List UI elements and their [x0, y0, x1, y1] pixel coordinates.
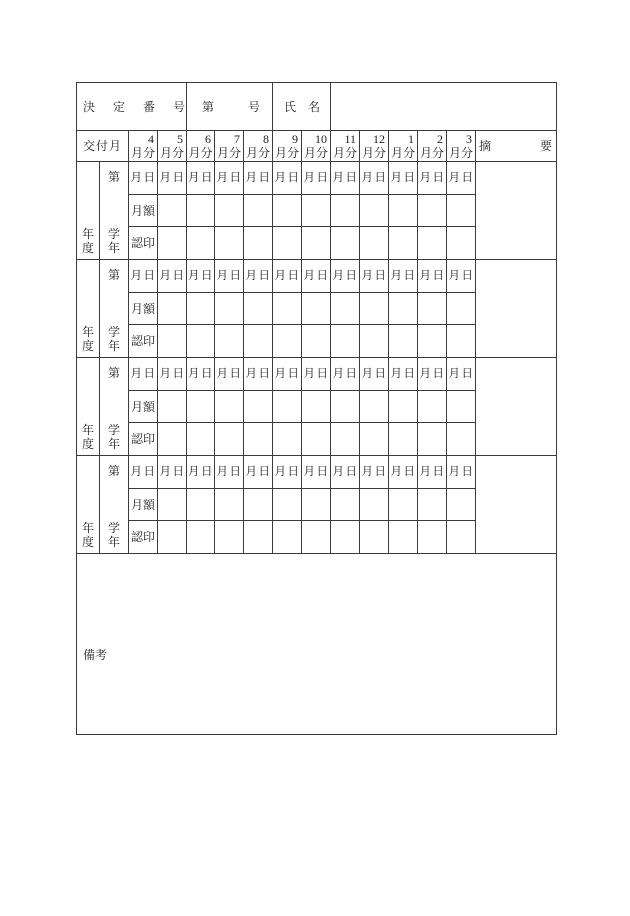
- fiscal-year-cell: [77, 260, 100, 358]
- date-cell: 月日: [244, 456, 273, 489]
- month-header-cell: [129, 131, 158, 162]
- date-cell: 月日: [215, 260, 244, 293]
- date-cell: 月日: [215, 162, 244, 195]
- date-cell: 月日: [447, 162, 476, 195]
- month-header-cell: [158, 131, 187, 162]
- seal-cell: [447, 521, 476, 554]
- seal-cell: [244, 423, 273, 456]
- year-block-date-row: [77, 358, 557, 391]
- month-unit: 月分: [362, 145, 387, 160]
- grade-stack: [100, 262, 128, 356]
- monthly-amount-cell: [273, 391, 302, 423]
- seal-cell: [418, 423, 447, 456]
- date-cell: 月日: [302, 358, 331, 391]
- seal-cell: [331, 423, 360, 456]
- date-cell: 月日: [187, 358, 215, 391]
- month-unit: 月分: [188, 145, 213, 160]
- decision-number-suffix: 号: [248, 99, 261, 114]
- date-cell: 月日: [244, 162, 273, 195]
- monthly-amount-cell: [447, 195, 476, 227]
- seal-cell: [273, 227, 302, 260]
- monthly-amount-cell: [244, 293, 273, 325]
- date-cell: 月日: [187, 260, 215, 293]
- grade-cell: [100, 358, 129, 456]
- year-block-date-row: [77, 456, 557, 489]
- grade-ordinal-label: 第: [107, 169, 121, 184]
- seal-cell: [302, 521, 331, 554]
- month-number: 12: [373, 131, 386, 146]
- fiscal-year-label: 年度: [82, 226, 95, 255]
- date-cell: 月日: [215, 358, 244, 391]
- monthly-amount-cell: [418, 195, 447, 227]
- date-cell: 月日: [187, 162, 215, 195]
- monthly-amount-cell: [187, 293, 215, 325]
- date-cell: 月日: [273, 358, 302, 391]
- grade-label: 学年: [108, 226, 121, 255]
- seal-cell: [331, 227, 360, 260]
- month-header-cell: [302, 131, 331, 162]
- seal-cell: [302, 227, 331, 260]
- monthly-amount-cell: [244, 195, 273, 227]
- month-number: 8: [263, 131, 270, 146]
- issue-month-label: 交付月: [83, 139, 123, 153]
- seal-cell: [360, 325, 389, 358]
- fiscal-year-label: 年度: [82, 422, 95, 451]
- month-unit: 月分: [420, 145, 445, 160]
- date-cell: 月日: [389, 162, 418, 195]
- seal-cell: [331, 325, 360, 358]
- monthly-amount-label: 月額: [129, 489, 158, 521]
- monthly-amount-cell: [302, 391, 331, 423]
- monthly-amount-cell: [360, 195, 389, 227]
- issue-month-label-cell: [77, 131, 129, 162]
- month-unit: 月分: [160, 145, 185, 160]
- date-cell: 月日: [158, 260, 187, 293]
- seal-label: 認印: [129, 521, 158, 554]
- date-cell: 月日: [418, 456, 447, 489]
- grade-ordinal-label: 第: [107, 365, 121, 380]
- date-cell: 月日: [331, 260, 360, 293]
- fiscal-year-stack: [77, 458, 99, 552]
- allowance-record-form: [76, 82, 602, 735]
- seal-cell: [302, 423, 331, 456]
- seal-cell: [418, 521, 447, 554]
- date-cell: 月日: [158, 162, 187, 195]
- date-cell: 月日: [389, 358, 418, 391]
- fiscal-year-label: 年度: [82, 324, 95, 353]
- month-header-cell: [187, 131, 215, 162]
- decision-number-prefix: 第: [202, 99, 215, 114]
- date-cell: 月日: [273, 162, 302, 195]
- date-cell: 月日: [158, 456, 187, 489]
- date-cell: 月日: [129, 358, 158, 391]
- seal-cell: [273, 423, 302, 456]
- month-number: 1: [408, 131, 415, 146]
- monthly-amount-cell: [215, 293, 244, 325]
- monthly-amount-cell: [187, 391, 215, 423]
- seal-cell: [389, 227, 418, 260]
- seal-cell: [331, 521, 360, 554]
- seal-cell: [215, 325, 244, 358]
- date-cell: 月日: [360, 358, 389, 391]
- month-unit: 月分: [275, 145, 300, 160]
- seal-label: 認印: [129, 325, 158, 358]
- seal-cell: [244, 325, 273, 358]
- fiscal-year-stack: [77, 164, 99, 258]
- month-header-row: [77, 131, 557, 162]
- grade-stack: [100, 458, 128, 552]
- name-label: 氏名: [284, 99, 333, 114]
- grade-label: 学年: [108, 520, 121, 549]
- decision-number-label: 決定番号: [83, 99, 204, 114]
- seal-cell: [187, 423, 215, 456]
- remarks-row: [77, 554, 557, 735]
- monthly-amount-cell: [302, 195, 331, 227]
- monthly-amount-cell: [302, 489, 331, 521]
- month-header-cell: [244, 131, 273, 162]
- seal-cell: [158, 227, 187, 260]
- seal-cell: [187, 521, 215, 554]
- monthly-amount-cell: [244, 391, 273, 423]
- date-cell: 月日: [273, 260, 302, 293]
- monthly-amount-cell: [418, 489, 447, 521]
- seal-cell: [244, 521, 273, 554]
- month-number: 10: [315, 131, 328, 146]
- seal-label: 認印: [129, 227, 158, 260]
- monthly-amount-cell: [447, 293, 476, 325]
- grade-ordinal-label: 第: [107, 463, 121, 478]
- monthly-amount-label: 月額: [129, 293, 158, 325]
- monthly-amount-cell: [244, 489, 273, 521]
- month-unit: 月分: [217, 145, 242, 160]
- monthly-amount-cell: [215, 195, 244, 227]
- month-number: 7: [234, 131, 241, 146]
- seal-cell: [215, 423, 244, 456]
- month-header-cell: [331, 131, 360, 162]
- month-number: 9: [292, 131, 299, 146]
- month-header-cell: [418, 131, 447, 162]
- monthly-amount-cell: [331, 489, 360, 521]
- date-cell: 月日: [215, 456, 244, 489]
- seal-cell: [360, 423, 389, 456]
- date-cell: 月日: [360, 456, 389, 489]
- date-cell: 月日: [360, 260, 389, 293]
- month-number: 3: [466, 131, 473, 146]
- summary-label: 摘要: [479, 139, 602, 153]
- date-cell: 月日: [331, 162, 360, 195]
- seal-cell: [302, 325, 331, 358]
- month-number: 2: [437, 131, 444, 146]
- month-header-cell: [389, 131, 418, 162]
- seal-cell: [447, 227, 476, 260]
- seal-cell: [389, 423, 418, 456]
- date-cell: 月日: [447, 260, 476, 293]
- month-header-cell: [447, 131, 476, 162]
- month-number: 6: [205, 131, 212, 146]
- grade-stack: [100, 164, 128, 258]
- remarks-label: 備考: [83, 648, 108, 662]
- seal-cell: [187, 325, 215, 358]
- monthly-amount-cell: [331, 293, 360, 325]
- monthly-amount-cell: [447, 489, 476, 521]
- summary-cell: [476, 456, 557, 554]
- monthly-amount-label: 月額: [129, 391, 158, 423]
- monthly-amount-cell: [158, 293, 187, 325]
- date-cell: 月日: [129, 260, 158, 293]
- seal-cell: [273, 521, 302, 554]
- grade-cell: [100, 456, 129, 554]
- monthly-amount-cell: [158, 391, 187, 423]
- monthly-amount-cell: [331, 391, 360, 423]
- seal-cell: [389, 521, 418, 554]
- monthly-amount-cell: [389, 293, 418, 325]
- month-number: 5: [177, 131, 184, 146]
- monthly-amount-cell: [360, 293, 389, 325]
- date-cell: 月日: [418, 162, 447, 195]
- month-unit: 月分: [130, 145, 155, 160]
- date-cell: 月日: [389, 456, 418, 489]
- monthly-amount-cell: [215, 489, 244, 521]
- decision-number-label-cell: [77, 83, 204, 131]
- seal-cell: [273, 325, 302, 358]
- date-cell: 月日: [129, 456, 158, 489]
- monthly-amount-cell: [187, 489, 215, 521]
- grade-stack: [100, 360, 128, 454]
- date-cell: 月日: [273, 456, 302, 489]
- date-cell: 月日: [418, 358, 447, 391]
- grade-cell: [100, 260, 129, 358]
- month-number: 4: [148, 131, 154, 146]
- monthly-amount-cell: [418, 293, 447, 325]
- month-header-cell: [215, 131, 244, 162]
- seal-cell: [418, 227, 447, 260]
- form-body: [77, 83, 602, 735]
- seal-cell: [447, 423, 476, 456]
- month-unit: 月分: [391, 145, 416, 160]
- remarks-cell: [77, 554, 557, 735]
- date-cell: 月日: [447, 358, 476, 391]
- year-block-date-row: [77, 260, 557, 293]
- fiscal-year-label: 年度: [82, 520, 95, 549]
- seal-label: 認印: [129, 423, 158, 456]
- seal-cell: [158, 521, 187, 554]
- monthly-amount-cell: [418, 391, 447, 423]
- grade-ordinal-label: 第: [107, 267, 121, 282]
- monthly-amount-cell: [273, 195, 302, 227]
- date-cell: 月日: [244, 260, 273, 293]
- date-cell: 月日: [302, 162, 331, 195]
- seal-cell: [360, 227, 389, 260]
- summary-cell: [476, 358, 557, 456]
- seal-cell: [158, 325, 187, 358]
- date-cell: 月日: [331, 456, 360, 489]
- date-cell: 月日: [389, 260, 418, 293]
- month-unit: 月分: [304, 145, 329, 160]
- date-cell: 月日: [129, 162, 158, 195]
- monthly-amount-cell: [447, 391, 476, 423]
- monthly-amount-cell: [360, 391, 389, 423]
- month-number: 11: [344, 131, 357, 146]
- monthly-amount-cell: [158, 489, 187, 521]
- seal-cell: [215, 227, 244, 260]
- seal-cell: [187, 227, 215, 260]
- monthly-amount-cell: [158, 195, 187, 227]
- monthly-amount-cell: [389, 195, 418, 227]
- date-cell: 月日: [302, 456, 331, 489]
- seal-cell: [244, 227, 273, 260]
- date-cell: 月日: [158, 358, 187, 391]
- fiscal-year-cell: [77, 162, 100, 260]
- fiscal-year-stack: [77, 262, 99, 356]
- seal-cell: [447, 325, 476, 358]
- monthly-amount-cell: [302, 293, 331, 325]
- date-cell: 月日: [447, 456, 476, 489]
- grade-label: 学年: [108, 422, 121, 451]
- fiscal-year-cell: [77, 358, 100, 456]
- summary-cell: [476, 260, 557, 358]
- date-cell: 月日: [302, 260, 331, 293]
- date-cell: 月日: [331, 358, 360, 391]
- month-unit: 月分: [449, 145, 474, 160]
- date-cell: 月日: [244, 358, 273, 391]
- seal-cell: [418, 325, 447, 358]
- name-value-cell: [331, 83, 557, 131]
- date-cell: 月日: [187, 456, 215, 489]
- grade-label: 学年: [108, 324, 121, 353]
- year-block-date-row: [77, 162, 557, 195]
- grade-cell: [100, 162, 129, 260]
- monthly-amount-label: 月額: [129, 195, 158, 227]
- name-label-cell: [273, 83, 331, 131]
- monthly-amount-cell: [215, 391, 244, 423]
- monthly-amount-cell: [331, 195, 360, 227]
- month-unit: 月分: [246, 145, 271, 160]
- summary-label-cell: [476, 131, 602, 162]
- month-unit: 月分: [333, 145, 358, 160]
- month-header-cell: [273, 131, 302, 162]
- fiscal-year-stack: [77, 360, 99, 454]
- seal-cell: [158, 423, 187, 456]
- monthly-amount-cell: [273, 489, 302, 521]
- date-cell: 月日: [360, 162, 389, 195]
- fiscal-year-cell: [77, 456, 100, 554]
- seal-cell: [215, 521, 244, 554]
- month-header-cell: [360, 131, 389, 162]
- seal-cell: [360, 521, 389, 554]
- monthly-amount-cell: [389, 489, 418, 521]
- monthly-amount-cell: [187, 195, 215, 227]
- summary-cell: [476, 162, 557, 260]
- monthly-amount-cell: [360, 489, 389, 521]
- seal-cell: [389, 325, 418, 358]
- date-cell: 月日: [418, 260, 447, 293]
- header-row: [77, 83, 557, 131]
- monthly-amount-cell: [389, 391, 418, 423]
- monthly-amount-cell: [273, 293, 302, 325]
